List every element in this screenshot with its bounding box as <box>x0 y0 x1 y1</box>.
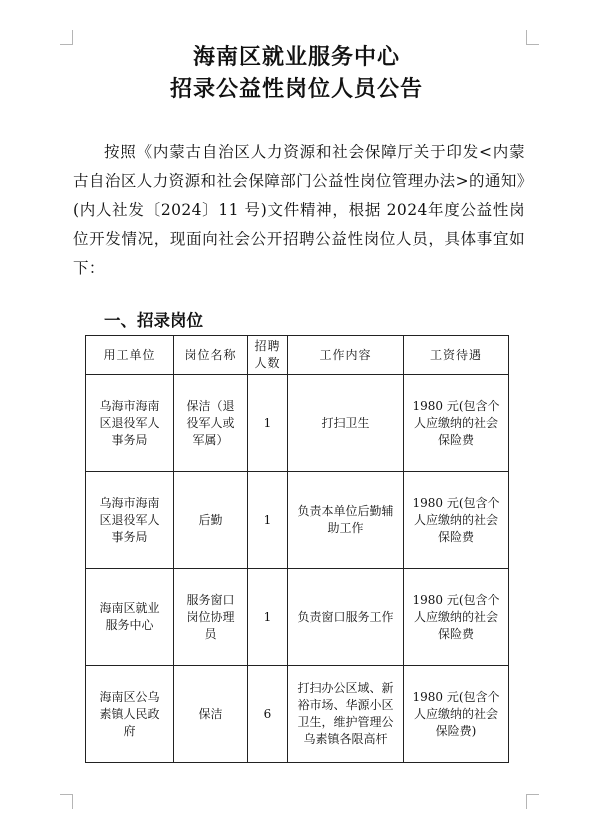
cell-post: 后勤 <box>174 472 248 569</box>
cell-post: 保洁（退役军人或军属） <box>174 375 248 472</box>
cell-wage: 1980 元(包含个人应缴纳的社会保险费) <box>404 666 509 763</box>
table-row <box>86 666 509 763</box>
cell-work: 负责本单位后勤辅助工作 <box>288 472 404 569</box>
document-title-line2: 招录公益性岗位人员公告 <box>169 77 423 102</box>
header-unit: 用工单位 <box>86 336 174 375</box>
header-wage: 工资待遇 <box>404 336 509 375</box>
cell-work: 打扫卫生 <box>288 375 404 472</box>
cell-post: 保洁 <box>174 666 248 763</box>
intro-paragraph: 按照《内蒙古自治区人力资源和社会保障厅关于印发<内蒙古自治区人力资源和社会保障部门公益性岗位管理办法>的通知》(内人社发〔2024〕11 号)文件精神，根据 2024年度公益性岗位开发情况，现面向社会公开招聘公益性岗位人员，具体事宜如下： <box>73 143 525 277</box>
cell-count: 1 <box>248 472 288 569</box>
cell-count: 1 <box>248 569 288 666</box>
document-title-line1: 海南区就业服务中心 <box>192 45 400 70</box>
crop-mark-bottom-right <box>526 794 539 809</box>
cell-wage: 1980 元(包含个人应缴纳的社会保险费 <box>404 375 509 472</box>
table-row <box>86 375 509 472</box>
cell-unit: 乌海市海南区退役军人事务局 <box>86 375 174 472</box>
cell-unit: 海南区就业服务中心 <box>86 569 174 666</box>
cell-work: 负责窗口服务工作 <box>288 569 404 666</box>
cell-count: 1 <box>248 375 288 472</box>
positions-table <box>85 335 509 763</box>
table-row <box>86 569 509 666</box>
table-row <box>86 472 509 569</box>
cell-wage: 1980 元(包含个人应缴纳的社会保险费 <box>404 472 509 569</box>
crop-mark-bottom-left <box>60 794 73 809</box>
cell-unit: 乌海市海南区退役军人事务局 <box>86 472 174 569</box>
header-work: 工作内容 <box>288 336 404 375</box>
section-heading-positions: 一、招录岗位 <box>104 311 203 330</box>
cell-count: 6 <box>248 666 288 763</box>
cell-work: 打扫办公区域、新裕市场、华源小区卫生，维护管理公乌素镇各限高杆 <box>288 666 404 763</box>
header-post: 岗位名称 <box>174 336 248 375</box>
cell-wage: 1980 元(包含个人应缴纳的社会保险费 <box>404 569 509 666</box>
header-count: 招聘人数 <box>248 336 288 375</box>
cell-unit: 海南区公乌素镇人民政府 <box>86 666 174 763</box>
cell-post: 服务窗口岗位协理员 <box>174 569 248 666</box>
table-header-row <box>86 336 509 375</box>
